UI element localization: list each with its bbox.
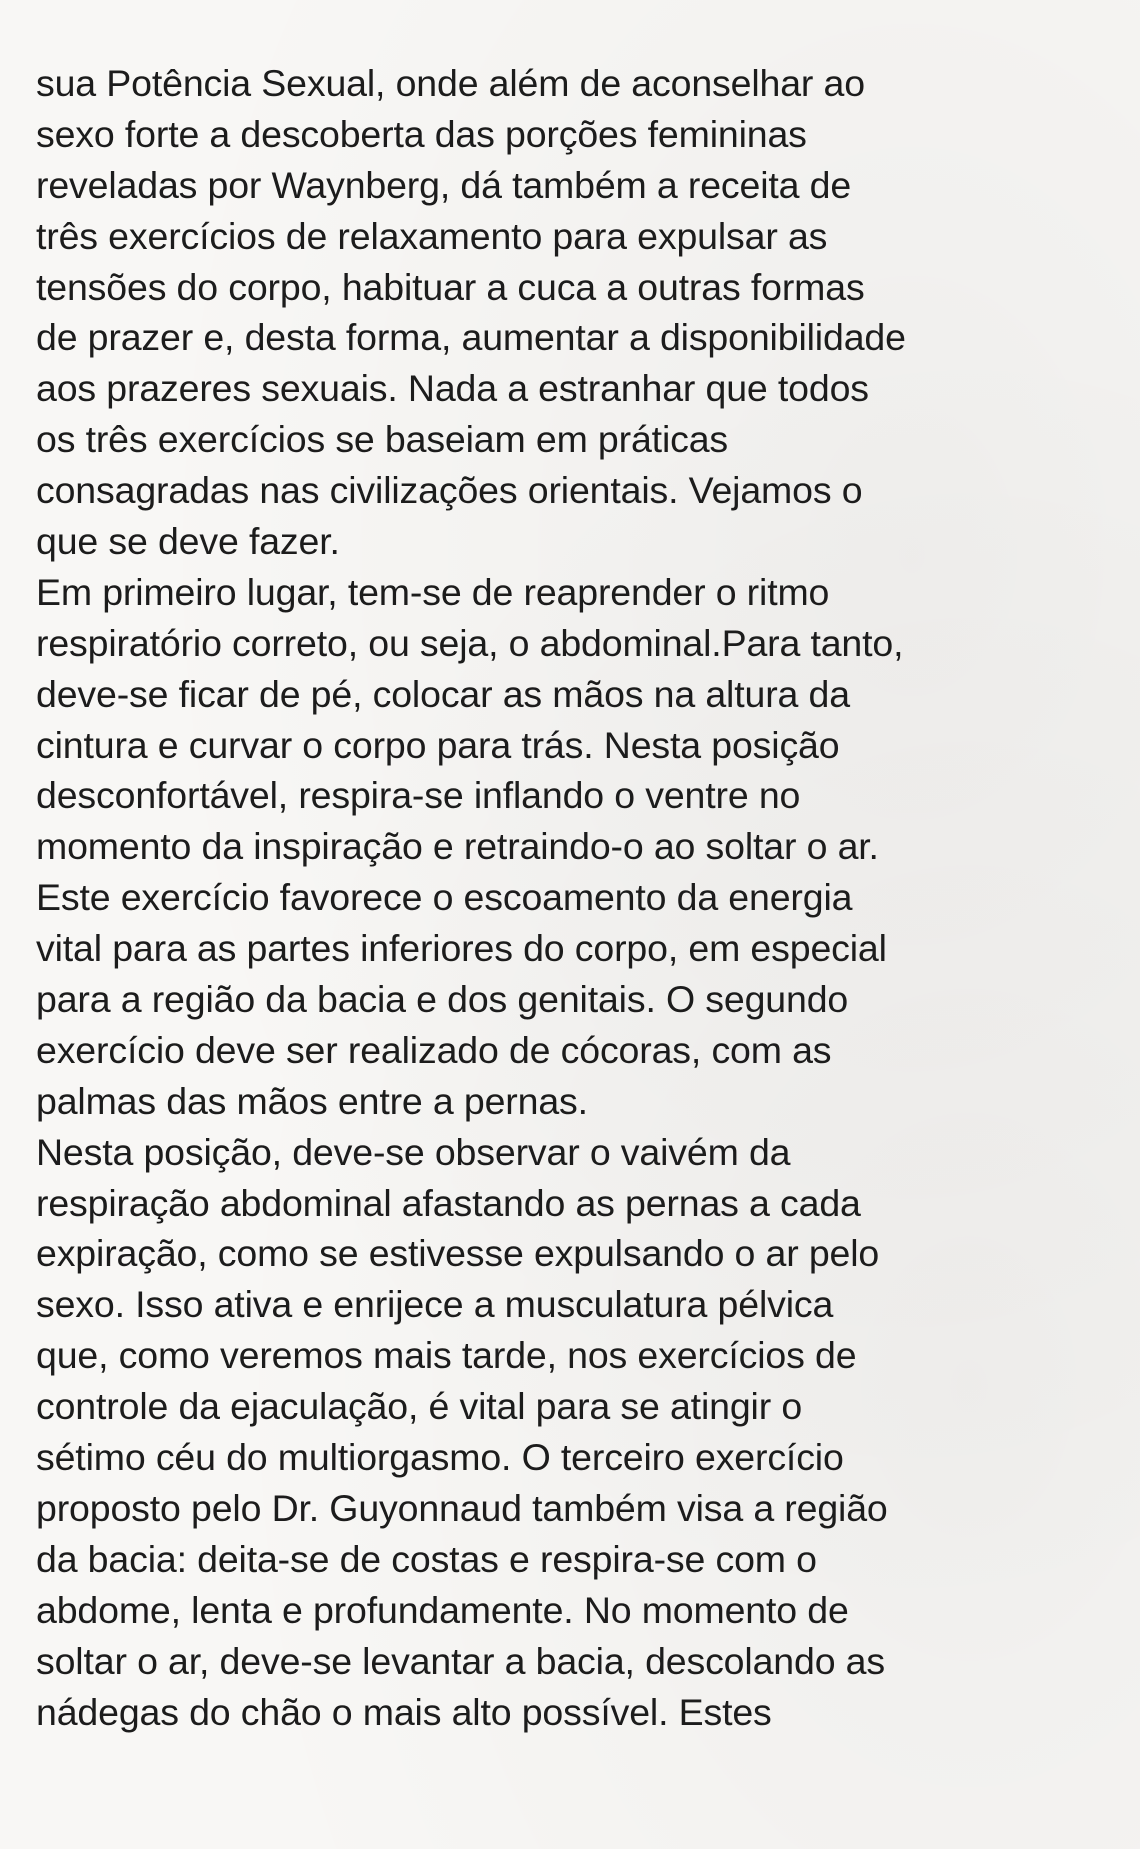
text-line: abdome, lenta e profundamente. No momento de [36,1588,849,1631]
text-line: três exercícios de relaxamento para expulsar as [36,214,828,257]
text-line: nádegas do chão o mais alto possível. Estes [36,1690,772,1733]
text-line: sua Potência Sexual, onde além de aconselhar ao [36,62,865,104]
text-line: tensões do corpo, habituar a cuca a outras formas [36,265,865,308]
text-line: que, como veremos mais tarde, nos exercícios de [36,1334,857,1377]
text-line: Este exercício favorece o escoamento da energia [36,876,853,919]
text-line: respiração abdominal afastando as pernas a cada [36,1181,861,1224]
text-line: proposto pelo Dr. Guyonnaud também visa a região [36,1486,888,1529]
text-line: controle da ejaculação, é vital para se atingir o [36,1385,803,1428]
text-line: exercício deve ser realizado de cócoras, com as [36,1028,832,1071]
text-line: sexo forte a descoberta das porções femininas [36,112,807,155]
text-line: Em primeiro lugar, tem-se de reaprender o ritmo [36,570,830,613]
text-line: palmas das mãos entre a pernas. [36,1079,588,1122]
text-line: os três exercícios se baseiam em práticas [36,418,729,461]
text-line: cintura e curvar o corpo para trás. Nesta posição [36,723,840,766]
text-line: consagradas nas civilizações orientais. Vejamos o [36,469,863,512]
text-line: aos prazeres sexuais. Nada a estranhar que todos [36,367,869,410]
text-line: sexo. Isso ativa e enrijece a musculatura pélvica [36,1283,834,1326]
text-line: para a região da bacia e dos genitais. O segundo [36,978,849,1021]
text-line: deve-se ficar de pé, colocar as mãos na altura da [36,672,850,715]
text-line: desconfortável, respira-se inflando o ventre no [36,774,801,817]
text-line: sétimo céu do multiorgasmo. O terceiro exercício [36,1436,844,1479]
text-line: de prazer e, desta forma, aumentar a disponibilidade [36,316,906,359]
text-line: vital para as partes inferiores do corpo, em especial [36,927,887,970]
text-line: respiratório correto, ou seja, o abdominal.Para tanto, [36,621,904,664]
text-line: expiração, como se estivesse expulsando o ar pelo [36,1232,880,1275]
body-text [36,58,1116,1737]
text-line: que se deve fazer. [36,520,340,563]
text-line: reveladas por Waynberg, dá também a receita de [36,163,852,206]
text-line: soltar o ar, deve-se levantar a bacia, descolando as [36,1639,885,1682]
text-line: Nesta posição, deve-se observar o vaivém da [36,1130,791,1173]
text-line: momento da inspiração e retraindo-o ao soltar o ar. [36,825,879,868]
text-line: da bacia: deita-se de costas e respira-se com o [36,1537,817,1580]
